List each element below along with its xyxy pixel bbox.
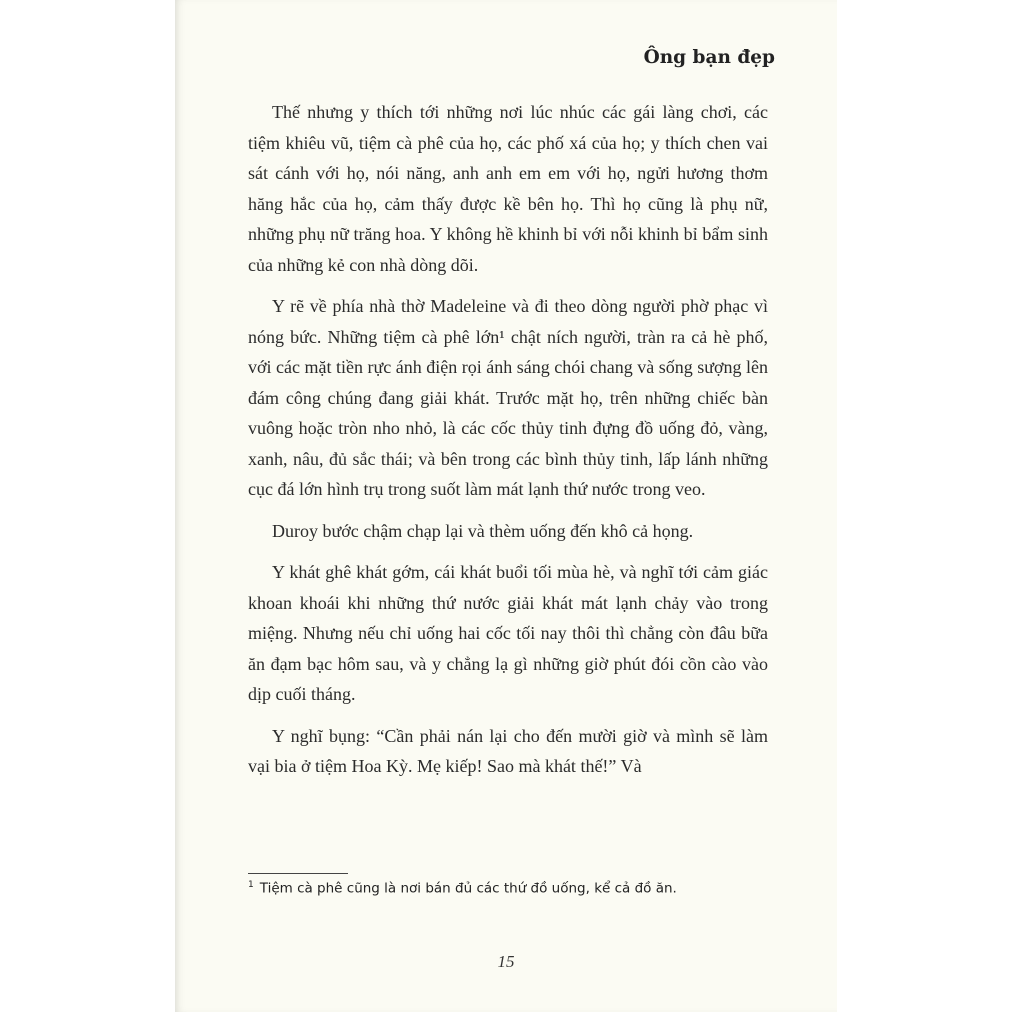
paragraph: Y khát ghê khát gớm, cái khát buổi tối mùa hè, và nghĩ tới cảm giác khoan khoái khi những thứ nước giải khát mát lạnh chảy vào trong miệng. Nhưng nếu chỉ uống hai cốc tối nay thôi thì chẳng còn đâu bữa ăn đạm bạc hôm sau, và y chẳng lạ gì những giờ phút đói cồn cào vào dịp cuối tháng. [248,562,768,704]
running-title: Ông bạn đẹp [643,47,775,68]
paragraph: Y rẽ về phía nhà thờ Madeleine và đi theo dòng người phờ phạc vì nóng bức. Những tiệm cà phê lớn¹ chật ních người, tràn ra cả hè phố, với các mặt tiền rực ánh điện rọi ánh sáng chói chang và sống sượng lên đám công chúng đang giải khát. Trước mặt họ, trên những chiếc bàn vuông hoặc tròn nho nhỏ, là các cốc thủy tinh đựng đồ uống đỏ, vàng, xanh, nâu, đủ sắc thái; và bên trong các bình thủy tinh, lấp lánh những cục đá lớn hình trụ trong suốt làm mát lạnh thứ nước trong veo. [248,296,768,499]
paragraph: Y nghĩ bụng: “Cần phải nán lại cho đến mười giờ và mình sẽ làm vại bia ở tiệm Hoa Kỳ. Mẹ kiếp! Sao mà khát thế!” Và [248,725,768,776]
page-number: 15 [497,952,515,971]
footnote-text: Tiệm cà phê cũng là nơi bán đủ các thứ đồ uống, kể cả đồ ăn. [259,880,677,897]
book-page [175,0,837,1012]
paragraph: Thế nhưng y thích tới những nơi lúc nhúc các gái làng chơi, các tiệm khiêu vũ, tiệm cà phê của họ, các phố xá của họ; y thích chen vai sát cánh với họ, nói năng, anh anh em em với họ, ngửi hương thơm hăng hắc của họ, cảm thấy được kề bên họ. Thì họ cũng là phụ nữ, những phụ nữ trăng hoa. Y không hề khinh bỉ với nỗi khinh bỉ bẩm sinh của những kẻ con nhà dòng dõi. [248,102,768,275]
paragraph: Duroy bước chậm chạp lại và thèm uống đến khô cả họng. [272,520,694,541]
body-text [248,97,768,793]
footnote [248,880,768,897]
footnote-marker: 1 [248,880,254,890]
footnote-divider [248,873,348,874]
